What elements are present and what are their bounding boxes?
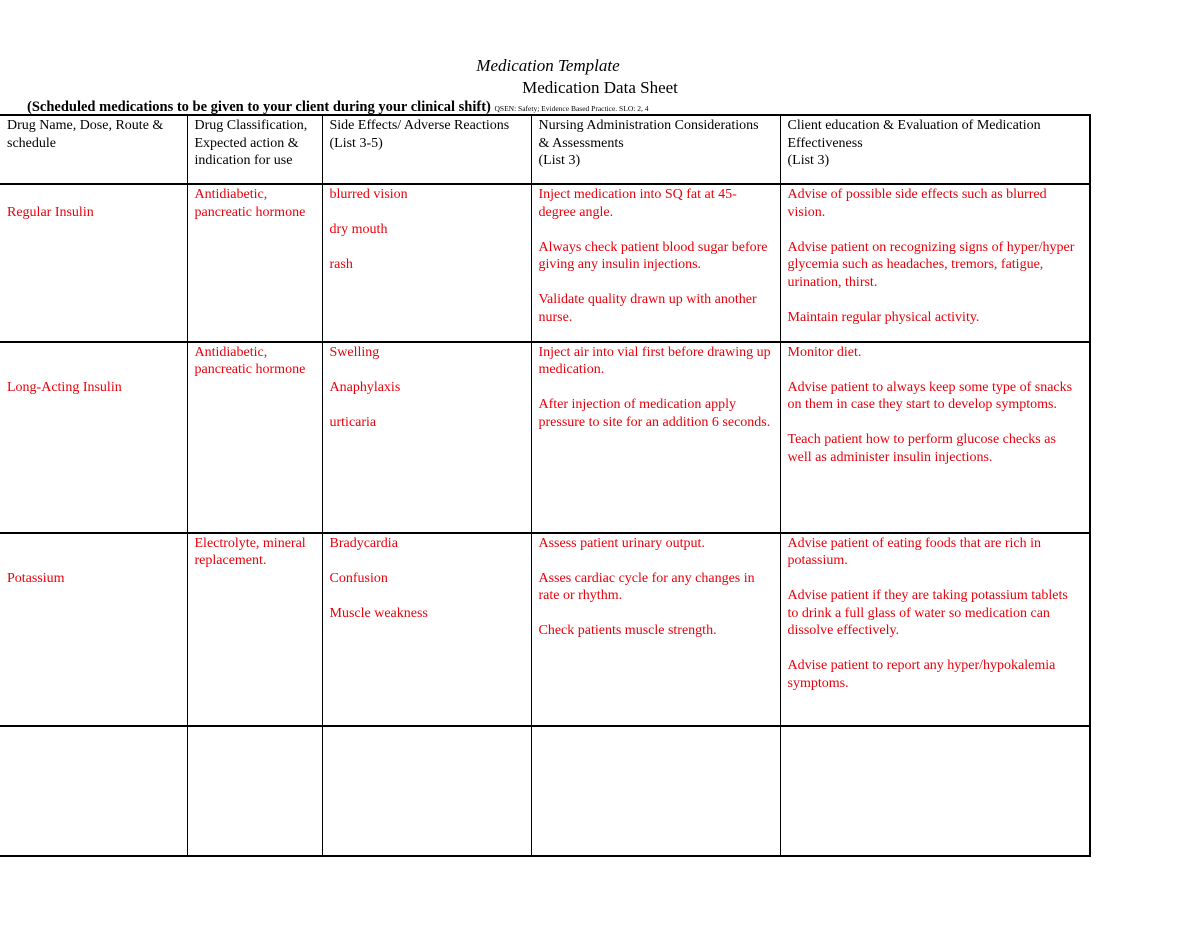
side-effects-item: rash (329, 257, 353, 272)
nursing-considerations-item: Always check patient blood sugar before giving any insulin injections. (538, 239, 768, 272)
table-row (0, 342, 1090, 533)
nursing-considerations-item: Validate quality drawn up with another nurse. (538, 292, 757, 325)
side-effects-item: Muscle weakness (329, 605, 428, 621)
classification-item: Antidiabetic, pancreatic hormone (194, 187, 306, 220)
client-education-cell (780, 726, 1090, 856)
side-effects-cell (322, 533, 531, 726)
nursing-considerations-item: Assess patient urinary output. (538, 535, 705, 551)
table-row (0, 726, 1090, 856)
drug-name-cell: Potassium (0, 533, 187, 726)
client-education-item: Advise patient of eating foods that are rich in potassium. (787, 535, 1041, 568)
classification-cell (187, 726, 322, 856)
col-header-education: Client education & Evaluation of Medication Effectiveness (List 3) (780, 115, 1090, 184)
side-effects-item: Swelling (329, 344, 380, 360)
subtitle-standards: QSEN: Safety; Evidence Based Practice. SLO: 2, 4 (494, 104, 649, 113)
client-education-item: Advise patient if they are taking potassium tablets to drink a full glass of water so medication can dissolve effectively. (787, 588, 1068, 638)
col-header-classification: Drug Classification, Expected action & indication for use (187, 115, 322, 184)
sheet-title: Medication Data Sheet (522, 78, 678, 97)
nursing-considerations-cell (531, 184, 780, 342)
classification-cell (187, 533, 322, 726)
classification-cell (187, 184, 322, 342)
template-title: Medication Template (476, 56, 620, 75)
drug-name-cell: Long-Acting Insulin (0, 342, 187, 533)
client-education-item: Teach patient how to perform glucose checks as well as administer insulin injections. (787, 432, 1056, 465)
client-education-cell (780, 533, 1090, 726)
side-effects-item: blurred vision (329, 187, 408, 202)
col-header-drug: Drug Name, Dose, Route & schedule (0, 115, 187, 184)
client-education-item: Advise of possible side effects such as blurred vision. (787, 187, 1047, 220)
table-row (0, 184, 1090, 342)
client-education-item: Advise patient to always keep some type of snacks on them in case they start to develop symptoms. (787, 379, 1073, 412)
classification-cell (187, 342, 322, 533)
side-effects-cell (322, 184, 531, 342)
table-row (0, 533, 1090, 726)
medication-table (0, 114, 1091, 857)
side-effects-cell (322, 726, 531, 856)
client-education-item: Monitor diet. (787, 344, 862, 360)
classification-item: Electrolyte, mineral replacement. (194, 535, 306, 568)
header-row (0, 115, 1090, 184)
drug-name-cell (0, 726, 187, 856)
classification-item: Antidiabetic, pancreatic hormone (194, 344, 306, 377)
nursing-considerations-cell (531, 342, 780, 533)
client-education-cell (780, 342, 1090, 533)
col-header-nursing: Nursing Administration Considerations & Assessments (List 3) (531, 115, 780, 184)
nursing-considerations-item: Check patients muscle strength. (538, 623, 717, 638)
side-effects-cell (322, 342, 531, 533)
side-effects-item: urticaria (329, 414, 377, 430)
nursing-considerations-cell (531, 726, 780, 856)
client-education-item: Advise patient to report any hyper/hypokalemia symptoms. (787, 658, 1056, 691)
side-effects-item: dry mouth (329, 222, 388, 237)
subtitle-text: (Scheduled medications to be given to your client during your clinical shift) (27, 99, 491, 115)
nursing-considerations-item: After injection of medication apply pressure to site for an addition 6 seconds. (538, 397, 771, 430)
client-education-item: Advise patient on recognizing signs of hyper/hyper glycemia such as headaches, tremors, fatigue, urination, thirst. (787, 239, 1075, 290)
side-effects-item: Bradycardia (329, 535, 398, 551)
drug-name-cell: Regular Insulin (0, 184, 187, 342)
nursing-considerations-cell (531, 533, 780, 726)
col-header-side-effects: Side Effects/ Adverse Reactions (List 3-5) (322, 115, 531, 184)
nursing-considerations-item: Asses cardiac cycle for any changes in rate or rhythm. (538, 570, 755, 603)
side-effects-item: Confusion (329, 570, 388, 586)
nursing-considerations-item: Inject air into vial first before drawing up medication. (538, 344, 771, 377)
nursing-considerations-item: Inject medication into SQ fat at 45-degree angle. (538, 187, 737, 220)
client-education-cell (780, 184, 1090, 342)
side-effects-item: Anaphylaxis (329, 379, 401, 395)
client-education-item: Maintain regular physical activity. (787, 309, 980, 325)
